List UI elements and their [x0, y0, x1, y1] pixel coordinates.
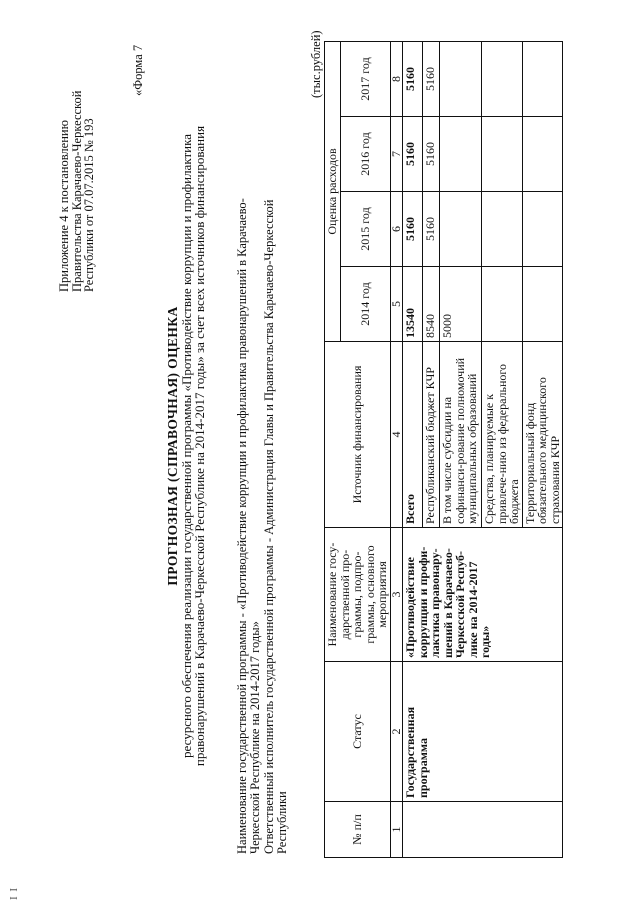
- binding-mark-text: I I: [8, 886, 20, 900]
- column-number: 8: [391, 41, 403, 116]
- value-cell: [482, 192, 523, 267]
- value-cell: [482, 41, 523, 116]
- form-number: «Форма 7: [131, 44, 145, 96]
- table-row: [403, 41, 423, 857]
- program-info: [236, 74, 290, 854]
- source-federal-budget: Средства, планируемые к привлече-нию из федерального бюджета: [482, 342, 523, 528]
- value-cell: 5160: [423, 117, 440, 192]
- value-cell: [482, 267, 523, 342]
- source-total: Всего: [403, 342, 423, 528]
- value-cell: 13540: [403, 267, 423, 342]
- program-name-line: Черкесской Республике на 2014-2017 годы»: [248, 621, 263, 854]
- column-number: 5: [391, 267, 403, 342]
- header-year-2016: 2016 год: [341, 117, 391, 192]
- source-regional-budget: Республиканский бюджет КЧР: [423, 342, 440, 528]
- row-number-cell: [403, 802, 563, 858]
- value-cell: [522, 267, 563, 342]
- header-year-2017: 2017 год: [341, 41, 391, 116]
- column-number: 7: [391, 117, 403, 192]
- value-cell: [440, 41, 482, 116]
- units-label: [310, 30, 323, 98]
- column-number: 2: [391, 662, 403, 802]
- column-number: 6: [391, 192, 403, 267]
- column-number: 4: [391, 342, 403, 528]
- row-program-name: «Противодействие коррупции и профи-лактика правонару-шений в Карачаево-Черкесской Респуб-лике на 2014-2017 годы»: [403, 528, 563, 662]
- header-num: № п/п: [325, 802, 391, 858]
- header-name: Наименование госу-дарственной про-граммы, подпро-граммы, основного мероприятия: [325, 528, 391, 662]
- document-title: ПРОГНОЗНАЯ (СПРАВОЧНАЯ) ОЦЕНКА: [165, 306, 180, 586]
- value-cell: [482, 117, 523, 192]
- program-name-line: Наименование государственной программы - «Противодействие коррупции и профилактика правонарушений в Карачаево-: [235, 198, 249, 854]
- value-cell: 8540: [423, 267, 440, 342]
- source-medical-insurance-fund: Территориальный фонд обязательного медицинского страхования КЧР: [522, 342, 563, 528]
- row-status: Государственная программа: [403, 662, 563, 802]
- value-cell: 5000: [440, 267, 482, 342]
- value-cell: 5160: [423, 192, 440, 267]
- value-cell: [440, 192, 482, 267]
- value-cell: [522, 117, 563, 192]
- title-block: [166, 66, 207, 826]
- value-cell: [440, 117, 482, 192]
- value-cell: 5160: [423, 41, 440, 116]
- value-cell: 5160: [403, 192, 423, 267]
- approval-line: Республики от 07.07.2015 № 193: [82, 118, 97, 292]
- value-cell: [522, 41, 563, 116]
- units-text: (тыс.рублей): [309, 30, 323, 98]
- binding-marks: [8, 887, 20, 900]
- approval-block: [58, 91, 96, 292]
- source-municipal-subsidies: В том числе субсидии на софинанси-рование полномочий муниципальных образований: [440, 342, 482, 528]
- form-label: [132, 45, 145, 96]
- header-estimate: Оценка расходов: [325, 41, 341, 341]
- value-cell: 5160: [403, 41, 423, 116]
- header-status: Статус: [325, 662, 391, 802]
- executor-line: Ответственный исполнитель государственной программы - Администрация Главы и Правительства Карачаево-Черкесской: [261, 199, 276, 854]
- column-number: 3: [391, 528, 403, 662]
- value-cell: 5160: [403, 117, 423, 192]
- column-number: 1: [391, 802, 403, 858]
- value-cell: [522, 192, 563, 267]
- header-source: Источник финансирования: [325, 342, 391, 528]
- column-number-row: [391, 41, 403, 857]
- title-line: ресурсного обеспечения реализации государственной программы «Противодействие коррупции и профилактика: [178, 134, 194, 758]
- estimate-table: [324, 41, 563, 858]
- approval-line: Приложение 4 к постановлению: [57, 120, 71, 292]
- executor-line: Республики: [275, 791, 290, 854]
- approval-line: Правительства Карачаево-Черкесской: [69, 90, 84, 292]
- header-year-2014: 2014 год: [341, 267, 391, 342]
- title-line: правонарушений в Карачаево-Черкесской Республике на 2014-2017 годы» за счет всех источников финансирования: [192, 125, 207, 767]
- header-year-2015: 2015 год: [341, 192, 391, 267]
